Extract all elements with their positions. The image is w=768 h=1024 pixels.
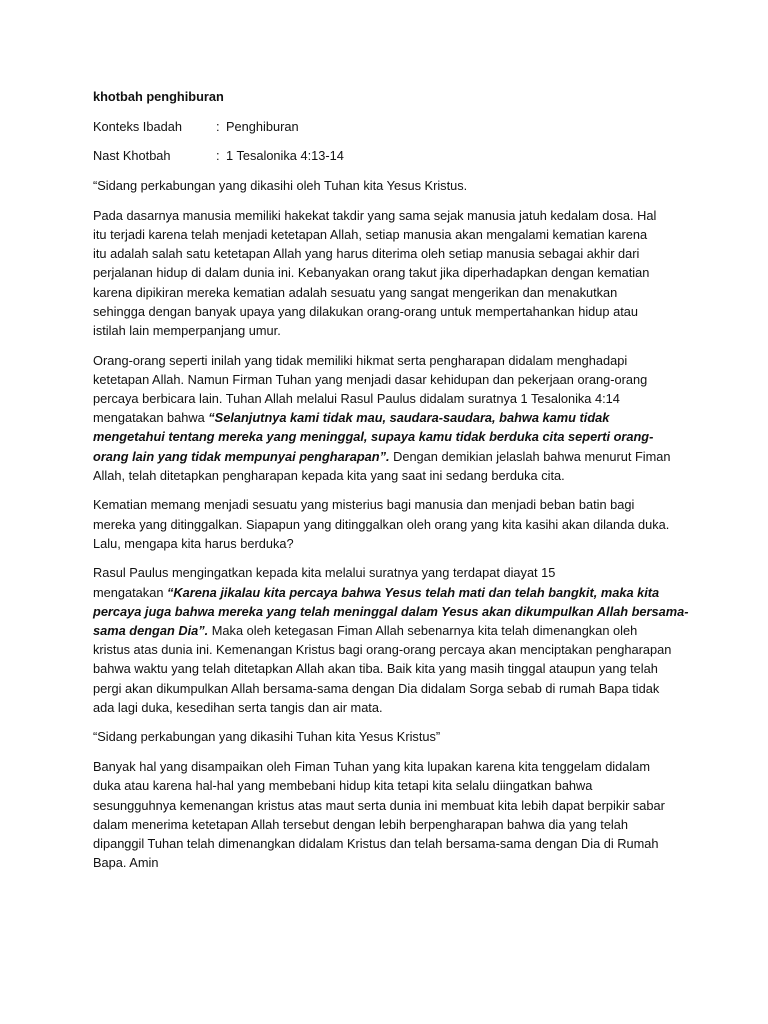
body-text: “Sidang perkabungan yang dikasihi oleh Tuhan kita Yesus Kristus. (93, 178, 468, 194)
body-text: Maka oleh ketegasan Fiman Allah sebenarnya kita telah dimenangkan oleh (208, 623, 638, 638)
meta-separator: : (216, 118, 220, 134)
text-line (93, 206, 693, 225)
text-line (93, 263, 693, 282)
text-line (93, 583, 693, 602)
text-line (93, 321, 693, 340)
paragraph (93, 563, 693, 717)
text-line (93, 776, 693, 795)
body-text: karena dipikiran mereka kematian adalah sesuatu yang sangat mengerikan dan menakutkan (93, 284, 618, 300)
body-text: istilah lain memperpanjang umur. (93, 322, 281, 338)
body-text: bahwa waktu yang telah ditetapkan Allah akan tiba. Baik kita yang masih tinggal ataupun yang telah (93, 661, 658, 677)
paragraph (93, 757, 693, 872)
paragraph (93, 727, 693, 746)
body-text: dalam menerima ketetapan Allah tersebut dengan lebih berpengharapan bahwa dia yang telah (93, 816, 629, 832)
text-line (93, 283, 693, 302)
text-line (93, 563, 693, 582)
body-text: sehingga dengan banyak upaya yang dilakukan orang-orang untuk mempertahankan hidup atau (93, 303, 638, 319)
scripture-quote-text: “Karena jikalau kita percaya bahwa Yesus telah mati dan telah bangkit, maka kita (167, 584, 660, 600)
text-line (93, 370, 693, 389)
body-text: ada lagi duka, kesedihan serta tangis dan air mata. (93, 699, 383, 715)
meta-value: Penghiburan (226, 118, 299, 134)
text-line (93, 621, 693, 640)
text-line (93, 815, 693, 834)
text-line (93, 727, 693, 746)
paragraph (93, 176, 693, 195)
body-text: itu terjadi karena telah menjadi ketetapan Allah, setiap manusia akan mengalami kematian karena (93, 226, 648, 242)
text-line (93, 427, 693, 446)
text-line (93, 853, 693, 872)
text-line (93, 244, 693, 263)
scripture-quote-text: sama dengan Dia”. (93, 623, 209, 638)
body-text: “Sidang perkabungan yang dikasihi Tuhan kita Yesus Kristus” (93, 729, 441, 745)
paragraph (93, 351, 693, 485)
paragraph (93, 495, 693, 553)
body-text: Allah, telah ditetapkan pengharapan kepada kita yang saat ini sedang berduka cita. (93, 467, 565, 483)
body-text: Pada dasarnya manusia memiliki hakekat takdir yang sama sejak manusia jatuh kedalam dosa. Hal (93, 207, 657, 223)
text-line (93, 679, 693, 698)
meta-value: 1 Tesalonika 4:13-14 (226, 148, 344, 164)
body-text: percaya berbicara lain. Tuhan Allah melalui Rasul Paulus didalam suratnya 1 Tesalonika 4:14 (93, 390, 620, 406)
text-line (93, 466, 693, 485)
body-text: mereka yang ditinggalkan. Siapapun yang ditinggalkan oleh orang yang kita kasihi akan dilanda duka. (93, 516, 670, 532)
body-text: dipanggil Tuhan telah dimenangkan didalam Kristus dan telah bersama-sama dengan Dia di Rumah (93, 835, 659, 851)
body-text: ketetapan Allah. Namun Firman Tuhan yang menjadi dasar kehidupan dan pekerjaan orang-orang (93, 371, 648, 387)
document-body (93, 176, 693, 872)
scripture-quote-text: orang lain yang tidak mempunyai pengharapan”. (93, 448, 390, 464)
text-line (93, 495, 693, 514)
text-line (93, 834, 693, 853)
text-line (93, 757, 693, 776)
body-text: Rasul Paulus mengingatkan kepada kita melalui suratnya yang terdapat diayat 15 (93, 565, 556, 581)
scripture-quote-text: percaya juga bahwa mereka yang telah meninggal dalam Yesus akan dikumpulkan Allah bersama- (93, 603, 689, 619)
body-text: Bapa. Amin (93, 855, 159, 871)
body-text: pergi akan dikumpulkan Allah bersama-sama dengan Dia didalam Sorga sebab di rumah Bapa tidak (93, 680, 660, 696)
body-text: itu adalah salah satu ketetapan Allah yang harus diterima oleh setiap manusia sebagai akhir dari (93, 246, 640, 262)
text-line (93, 351, 693, 370)
body-text: duka atau karena hal-hal yang membebani hidup kita tetapi kita selalu diingatkan bahwa (93, 778, 593, 794)
body-text: Dengan demikian jelaslah bahwa menurut Fiman (389, 448, 671, 464)
body-text: mengatakan bahwa (93, 410, 209, 426)
scripture-quote-text: mengetahui tentang mereka yang meninggal, supaya kamu tidak berduka cita seperti orang- (93, 429, 654, 445)
text-line (93, 302, 693, 321)
text-line (93, 640, 693, 659)
body-text: kristus atas dunia ini. Kemenangan Kristus bagi orang-orang percaya akan menciptakan pengharapan (93, 642, 672, 658)
body-text: sesungguhnya kemenangan kristus atas maut serta dunia ini membuat kita lebih dapat berpikir sabar (93, 797, 665, 813)
paragraph (93, 206, 693, 340)
text-line (93, 659, 693, 678)
scripture-quote-text: “Selanjutnya kami tidak mau, saudara-saudara, bahwa kamu tidak (208, 410, 610, 426)
body-text: Lalu, mengapa kita harus berduka? (93, 535, 294, 551)
meta-separator: : (216, 148, 220, 164)
body-text: Banyak hal yang disampaikan oleh Fiman Tuhan yang kita lupakan karena kita tenggelam didalam (93, 759, 651, 775)
text-line (93, 698, 693, 717)
body-text: Kematian memang menjadi sesuatu yang misterius bagi manusia dan menjadi beban batin bagi (93, 497, 635, 513)
meta-label: Nast Khotbah (93, 148, 171, 164)
document-page (93, 87, 693, 883)
text-line (93, 225, 693, 244)
text-line (93, 796, 693, 815)
text-line (93, 534, 693, 553)
meta-nast-khotbah (93, 146, 693, 165)
meta-label: Konteks Ibadah (93, 118, 182, 134)
document-title: khotbah penghiburan (93, 89, 224, 104)
body-text: perjalanan hidup di dalam dunia ini. Kebanyakan orang takut jika diperhadapkan dengan kematian (93, 265, 650, 281)
text-line (93, 602, 693, 621)
text-line (93, 408, 693, 427)
text-line (93, 515, 693, 534)
text-line (93, 389, 693, 408)
body-text: mengatakan (93, 584, 167, 600)
text-line (93, 447, 693, 466)
body-text: Orang-orang seperti inilah yang tidak memiliki hikmat serta pengharapan didalam menghadapi (93, 352, 628, 368)
text-line (93, 176, 693, 195)
meta-konteks-ibadah (93, 117, 693, 136)
